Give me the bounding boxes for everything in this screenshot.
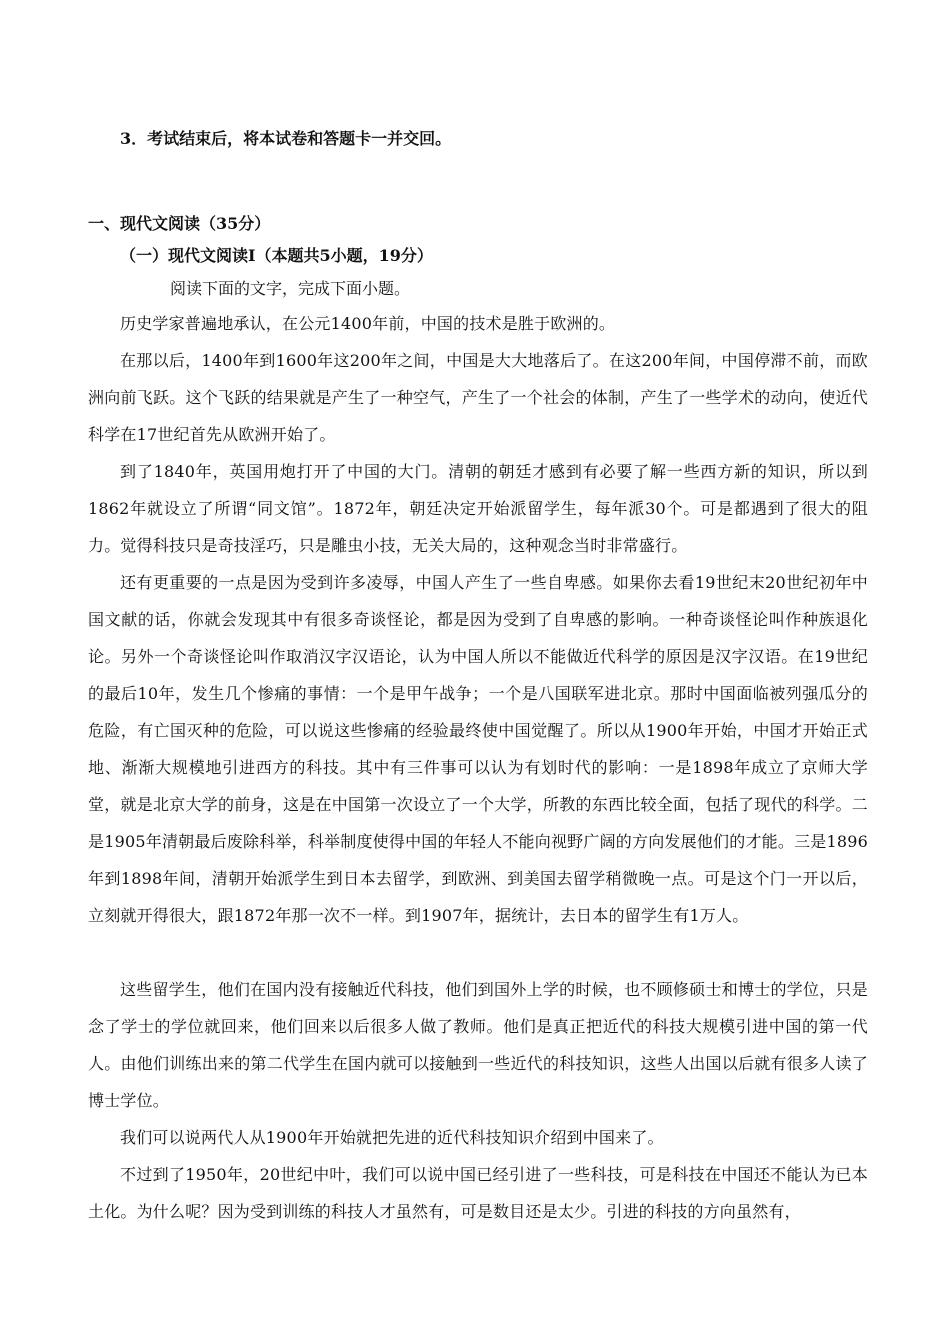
reading-prompt: 阅读下面的文字，完成下面小题。 (170, 279, 411, 298)
instruction-item-3: 3．考试结束后，将本试卷和答题卡一并交回。 (120, 129, 452, 148)
article-paragraph-6: 我们可以说两代人从1900年开始就把先进的近代科技知识介绍到中国来了。 (120, 1128, 664, 1147)
article-paragraph-7: 不过到了1950年，20世纪中叶，我们可以说中国已经引进了一些科技，可是科技在中国还不能认为已本土化。为什么呢？因为受到训练的科技人才虽然有，可是数目还是太少。引进的科技的方向虽然有， (88, 1165, 868, 1221)
article-paragraph-5: 这些留学生，他们在国内没有接触近代科技，他们到国外上学的时候，也不顾修硕士和博士的学位，只是念了学士的学位就回来，他们回来以后很多人做了教师。他们是真正把近代的科技大规模引进中国的第一代人。由他们训练出来的第二代学生在国内就可以接触到一些近代的科技知识，这些人出国以后就有很多人读了博士学位。 (88, 980, 868, 1110)
section-subheading: （一）现代文阅读Ⅰ（本题共5小题，19分） (120, 246, 433, 265)
article-paragraph-2: 在那以后，1400年到1600年这200年之间，中国是大大地落后了。在这200年间，中国停滞不前，而欧洲向前飞跃。这个飞跃的结果就是产生了一种空气，产生了一个社会的体制，产生了一些学术的动向，使近代科学在17世纪首先从欧洲开始了。 (88, 351, 868, 444)
article-paragraph-4: 还有更重要的一点是因为受到许多凌辱，中国人产生了一些自卑感。如果你去看19世纪末20世纪初年中国文献的话，你就会发现其中有很多奇谈怪论，都是因为受到了自卑感的影响。一种奇谈怪论叫作种族退化论。另外一个奇谈怪论叫作取消汉字汉语论，认为中国人所以不能做近代科学的原因是汉字汉语。在19世纪的最后10年，发生几个惨痛的事情：一个是甲午战争；一个是八国联军进北京。那时中国面临被列强瓜分的危险，有亡国灭种的危险，可以说这些惨痛的经验最终使中国觉醒了。所以从1900年开始，中国才开始正式地、渐渐大规模地引进西方的科技。其中有三件事可以认为有划时代的影响：一是1898年成立了京师大学堂，就是北京大学的前身，这是在中国第一次设立了一个大学，所教的东西比较全面，包括了现代的科学。二是1905年清朝最后废除科举，科举制度使得中国的年轻人不能向视野广阔的方向发展他们的才能。三是1896年到1898年间，清朝开始派学生到日本去留学，到欧洲、到美国去留学稍微晚一点。可是这个门一开以后，立刻就开得很大，跟1872年那一次不一样。到1907年，据统计，去日本的留学生有1万人。 (88, 573, 868, 925)
section-heading: 一、现代文阅读（35分） (88, 214, 271, 233)
article-paragraph-3: 到了1840年，英国用炮打开了中国的大门。清朝的朝廷才感到有必要了解一些西方新的知识，所以到1862年就设立了所谓“同文馆”。1872年，朝廷决定开始派留学生，每年派30个。可是都遇到了很大的阻力。觉得科技只是奇技淫巧，只是雕虫小技，无关大局的，这种观念当时非常盛行。 (88, 462, 868, 555)
article-paragraph-1: 历史学家普遍地承认，在公元1400年前，中国的技术是胜于欧洲的。 (120, 314, 616, 333)
